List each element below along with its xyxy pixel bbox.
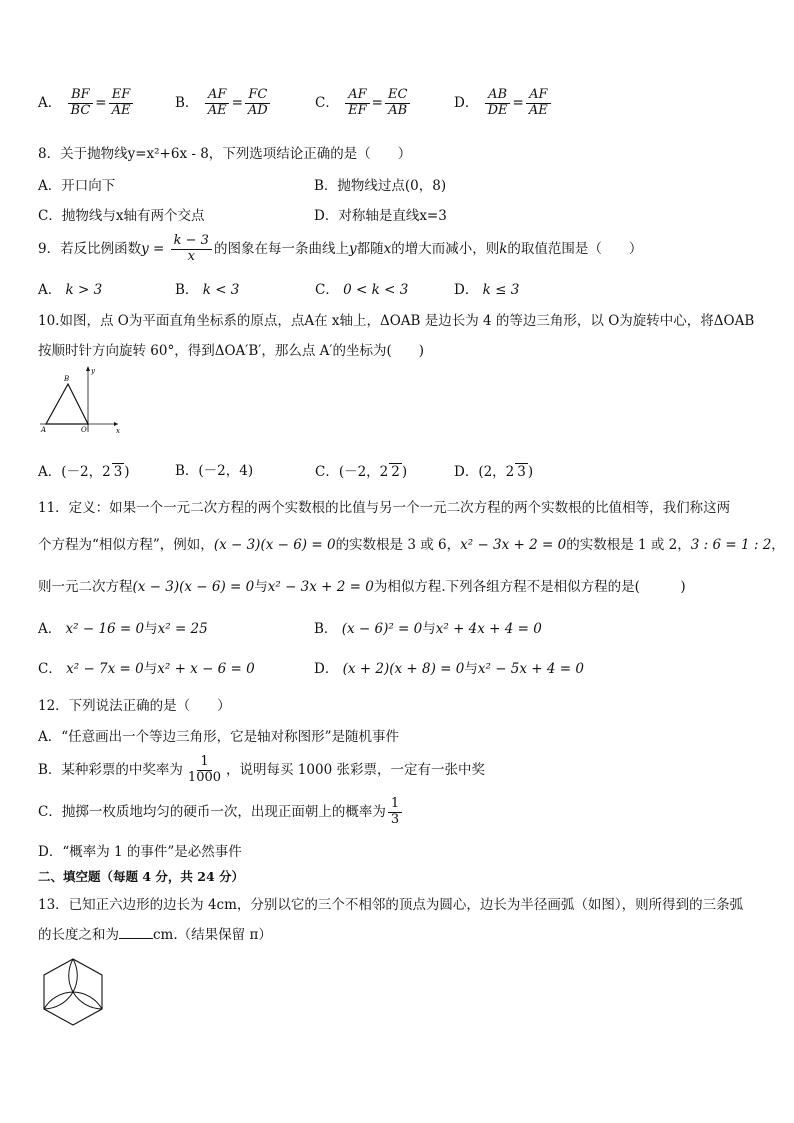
q10-option-d: D．(2，2 3 ) bbox=[454, 464, 534, 480]
q10-option-a: A．(－2，2 3 ) bbox=[38, 464, 130, 480]
q10-option-b: B．(－2，4) bbox=[175, 463, 254, 479]
fraction: $\frac{AB}{DE}$ bbox=[485, 88, 511, 119]
q13-stem-line1: 13．已知正六边形的边长为 4cm，分别以它的三个不相邻的顶点为圆心，边长为半径画弧（如图），则所得到的三条弧 bbox=[38, 897, 744, 913]
fraction: $\frac{k - 3}{x}$ bbox=[171, 234, 212, 265]
section-heading: 二、填空题（每题 4 分，共 24 分） bbox=[38, 869, 245, 884]
arc-5 bbox=[73, 992, 102, 1009]
label-o: O bbox=[81, 426, 87, 434]
q11-option-d: D． (x + 2)(x + 8) = 0与x² − 5x + 4 = 0 bbox=[314, 661, 584, 677]
q12-option-c: C．抛掷一枚质地均匀的硬币一次，出现正面朝上的概率为 $\frac{1}{3}$ bbox=[38, 797, 404, 828]
q8-stem: 8．关于抛物线y=x²+6x - 8，下列选项结论正确的是（ ） bbox=[38, 146, 412, 162]
q8-option-c: C．抛物线与x轴有两个交点 bbox=[38, 208, 205, 224]
arc-3 bbox=[44, 992, 73, 1009]
q7-option-c: C． $\frac{AF}{EF}$ = $\frac{EC}{AB}$ bbox=[315, 88, 412, 119]
q13-stem-line2: 的长度之和为 cm.（结果保留 π） bbox=[38, 927, 272, 943]
q9-stem: 9．若反比例函数y = $\frac{k - 3}{x}$ 的图象在每一条曲线上y都随x的增大而减小，则k的取值范围是（ ） bbox=[38, 233, 643, 264]
sqrt: 3 bbox=[113, 464, 123, 480]
q10-figure bbox=[38, 364, 124, 434]
q11-option-a: A． x² − 16 = 0与x² = 25 bbox=[38, 621, 208, 637]
q8-option-a: A．开口向下 bbox=[38, 178, 116, 194]
sqrt: 3 bbox=[517, 464, 526, 480]
q7-option-d: D． $\frac{AB}{DE}$ = $\frac{AF}{AE}$ bbox=[454, 88, 553, 119]
triangle-oab bbox=[46, 384, 88, 424]
q10-option-c: C．(－2，2 2 ) bbox=[315, 464, 408, 480]
q8-option-b: B．抛物线过点(0，8) bbox=[314, 178, 447, 194]
q7-option-a: A． $\frac{BF}{BC}$ = $\frac{EF}{AE}$ bbox=[38, 88, 136, 119]
fraction: $\frac{AF}{AE}$ bbox=[205, 88, 230, 119]
q11-stem-line2: 个方程为“相似方程”，例如，(x − 3)(x − 6) = 0的实数根是 3 或 6，x² − 3x + 2 = 0的实数根是 1 或 2，3 : 6 = 1 : 2， bbox=[38, 537, 785, 553]
arc-6 bbox=[73, 992, 102, 1009]
fraction: $\frac{1}{3}$ bbox=[388, 797, 402, 828]
fraction: $\frac{1}{1000}$ bbox=[187, 754, 222, 785]
q9-option-b: B． k < 3 bbox=[175, 282, 240, 298]
q10-stem-line1: 10.如图，点 O为平面直角坐标系的原点，点A在 x轴上，ΔOAB 是边长为 4 的等边三角形，以 O为旋转中心，将ΔOAB bbox=[38, 313, 755, 329]
q10-stem-line2: 按顺时针方向旋转 60°，得到ΔOA′B′，那么点 A′的坐标为( ) bbox=[38, 343, 424, 359]
answer-blank[interactable] bbox=[119, 926, 153, 939]
q12-option-a: A．“任意画出一个等边三角形，它是轴对称图形”是随机事件 bbox=[38, 729, 400, 745]
label-a: A bbox=[41, 426, 47, 434]
q12-option-d: D．“概率为 1 的事件”是必然事件 bbox=[38, 844, 242, 860]
q11-stem-line1: 11．定义：如果一个一元二次方程的两个实数根的比值与另一个一元二次方程的两个实数根的比值相等，我们称这两 bbox=[38, 500, 731, 516]
q13-figure bbox=[38, 955, 108, 1030]
fraction: $\frac{AF}{AE}$ bbox=[526, 88, 551, 119]
label-x: x bbox=[116, 427, 120, 434]
fraction: $\frac{EC}{AB}$ bbox=[385, 88, 410, 119]
arc-4 bbox=[44, 992, 73, 1009]
arc-2 bbox=[73, 959, 77, 992]
arc-1 bbox=[69, 959, 73, 992]
q11-stem-line3: 则一元二次方程(x − 3)(x − 6) = 0与x² − 3x + 2 = 0为相似方程.下列各组方程不是相似方程的是( ) bbox=[38, 579, 686, 595]
sqrt: 2 bbox=[391, 464, 400, 480]
q9-option-a: A． k > 3 bbox=[38, 282, 103, 298]
fraction: $\frac{BF}{BC}$ bbox=[68, 88, 94, 119]
q11-option-c: C． x² − 7x = 0与x² + x − 6 = 0 bbox=[38, 661, 255, 677]
label-b: B bbox=[64, 375, 70, 383]
q7-option-b: B． $\frac{AF}{AE}$ = $\frac{FC}{AD}$ bbox=[175, 88, 273, 119]
label-y: y bbox=[91, 367, 95, 375]
q9-option-d: D． k ≤ 3 bbox=[454, 282, 520, 298]
q12-option-b: B．某种彩票的中奖率为 $\frac{1}{1000}$ ，说明每买 1000 张彩票，一定有一张中奖 bbox=[38, 754, 485, 785]
q11-option-b: B． (x − 6)² = 0与x² + 4x + 4 = 0 bbox=[314, 621, 542, 637]
q8-option-d: D．对称轴是直线x=3 bbox=[314, 208, 447, 224]
q12-stem: 12．下列说法正确的是（ ） bbox=[38, 698, 231, 714]
fraction: $\frac{EF}{AE}$ bbox=[109, 88, 134, 119]
q9-option-c: C． 0 < k < 3 bbox=[315, 282, 409, 298]
fraction: $\frac{AF}{EF}$ bbox=[345, 88, 370, 119]
fraction: $\frac{FC}{AD}$ bbox=[245, 88, 271, 119]
